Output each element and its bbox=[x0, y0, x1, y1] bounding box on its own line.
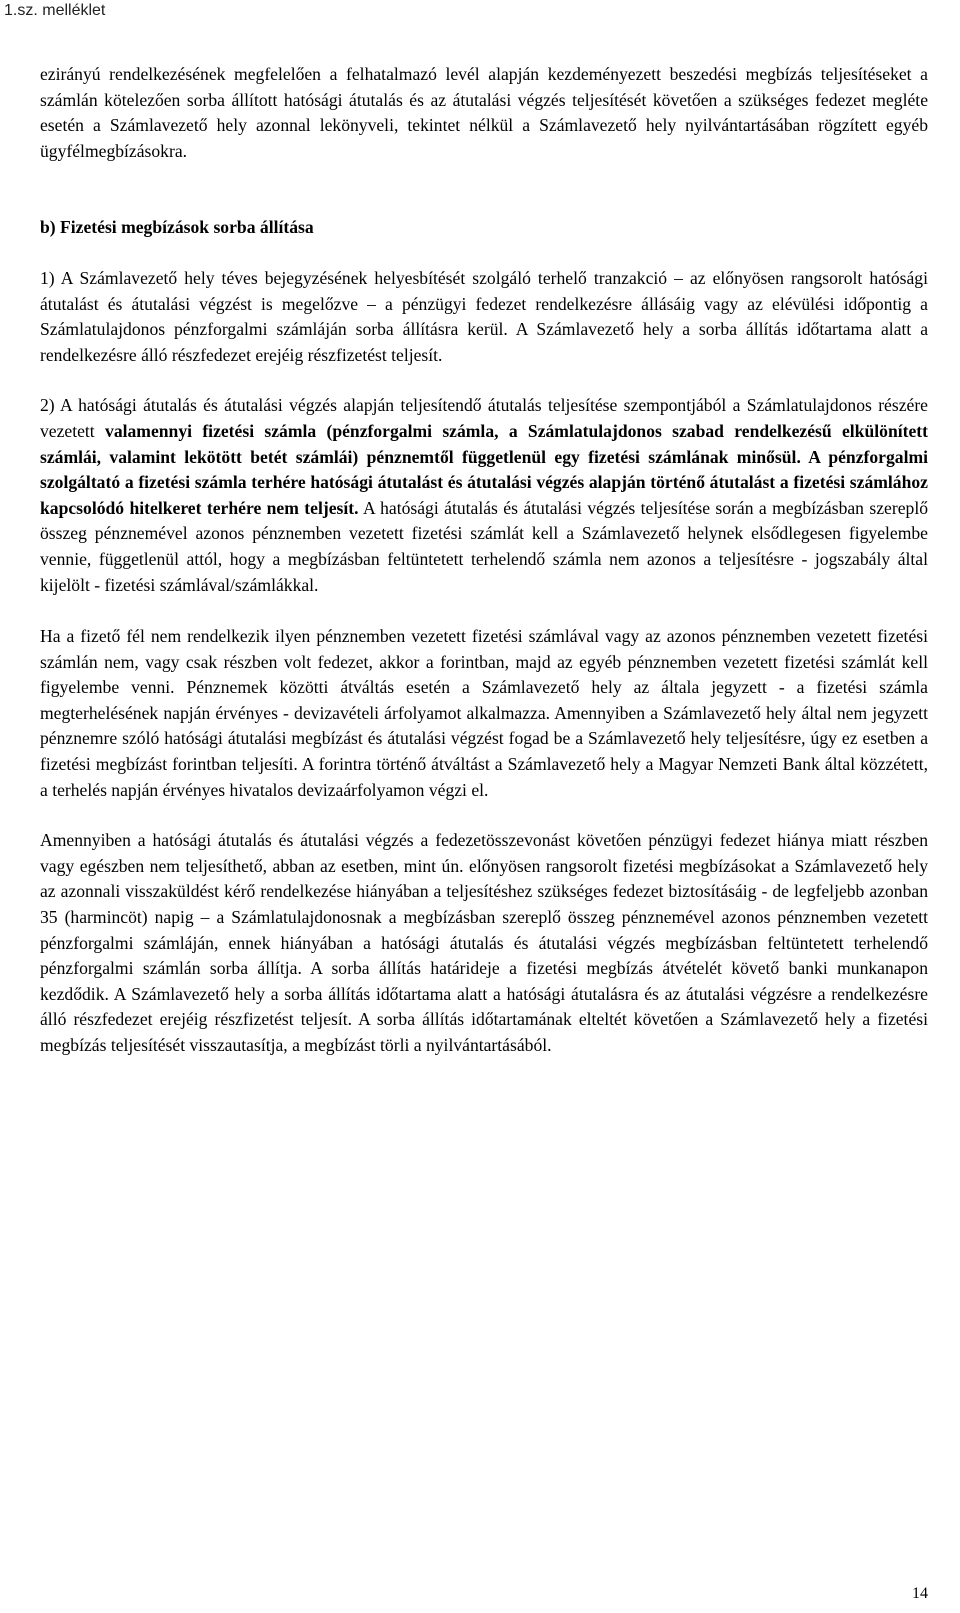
spacer bbox=[40, 164, 928, 215]
currency-paragraph: Ha a fizető fél nem rendelkezik ilyen pénznemben vezetett fizetési számlával vagy az azonos pénznemben vezetett fizetési számlán nem, vagy csak részben volt fedezet, akkor a forintban, majd az egyéb pénznemben vezetett fizetési számlát kell figyelembe venni. Pénznemek közötti átváltás esetén a Számlavezető hely az általa jegyzett - a fizetési számla megterhelésének napján érvényes - devizavételi árfolyamot alkalmazza. Amennyiben a Számlavezető hely által nem jegyzett pénznemre szóló hatósági átutalási megbízást és átutalási végzést fogad be a Számlavezető hely teljesítésre, úgy ez esetben a fizetési megbízást forintban teljesíti. A forintra történő átváltást a Számlavezető hely a Magyar Nemzeti Bank által közzétett, a terhelés napján érvényes hivatalos devizaárfolyamon végzi el. bbox=[40, 626, 928, 800]
item-2-paragraph bbox=[40, 393, 928, 598]
queueing-paragraph: Amennyiben a hatósági átutalás és átutalási végzés a fedezetösszevonást követően pénzügyi fedezet hiánya miatt részben vagy egészben nem teljesíthető, abban az esetben, mint ún. előnyösen rangsorolt fizetési megbízásokat a Számlavezető hely az azonnali visszaküldést kérő rendelkezése hiányában a teljesítéshez szükséges fedezet biztosításáig - de legfeljebb azonban 35 (harmincöt) napig – a Számlatulajdonosnak a megbízásban szereplő összeg pénznemével azonos pénznemben vezetett pénzforgalmi számláján, ennek hiányában a hatósági átutalás és átutalási végzés megbízásban feltüntetett terhelendő pénzforgalmi számlán sorba állítja. A sorba állítás határideje a fizetési megbízás átvételét követő banki munkanapon kezdődik. A Számlavezető hely a sorba állítás időtartama alatt a hatósági átutalásra és az átutalási végzésre a rendelkezésre álló részfedezet erejéig részfizetést teljesít. A sorba állítás időtartamának elteltét követően a Számlavezető hely a fizetési megbízás teljesítését visszautasítja, a megbízást törli a nyilvántartásából. bbox=[40, 830, 928, 1055]
item-2-text-start: 2) A hatósági átutalás és átutalási végzés alapján teljesítendő átutalás teljesítése szempontjából a Számlatulajdonos részére vezetett bbox=[40, 395, 928, 441]
spacer bbox=[40, 368, 928, 393]
spacer bbox=[40, 803, 928, 828]
spacer bbox=[40, 598, 928, 624]
annex-label: 1.sz. melléklet bbox=[4, 2, 106, 19]
section-heading-b: b) Fizetési megbízások sorba állítása bbox=[40, 217, 314, 238]
item-2-bold-text: valamennyi fizetési számla (pénzforgalmi számla, a Számlatulajdonos szabad rendelkezésű elkülönített számlái, valamint lekötött betét számlái) pénznemtől függetlenül egy fizetési számlának minősül. A pénzforgalmi szolgáltató a fizetési számla terhére hatósági átutalást és átutalási végzés alapján történő átutalást a fizetési számlához kapcsolódó hitelkeret terhére nem teljesít. bbox=[40, 420, 928, 518]
item-2-text-end: A hatósági átutalás és átutalási végzés teljesítése során a megbízásban szereplő összeg pénznemével azonos pénznemben vezetett fizetési számlát kell a Számlavezető helynek elsődlegesen figyelembe vennie, függetlenül attól, hogy a megbízásban feltüntetett terhelendő számla nem azonos a teljesítésre - jogszabály által kijelölt - fizetési számlával/számlákkal. bbox=[40, 497, 929, 595]
item-1-paragraph: 1) A Számlavezető hely téves bejegyzésének helyesbítését szolgáló terhelő tranzakció – az előnyösen rangsorolt hatósági átutalást és átutalási végzést is megelőzve – a pénzügyi fedezet rendelkezésre állásáig vagy az elévülési időpontig a Számlatulajdonos pénzforgalmi számláján sorba állításra kerül. A Számlavezető hely a sorba állítás időtartama alatt a rendelkezésre álló részfedezet erejéig részfizetést teljesít. bbox=[40, 267, 928, 365]
page-number: 14 bbox=[912, 1585, 928, 1602]
intro-paragraph: ezirányú rendelkezésének megfelelően a felhatalmazó levél alapján kezdeményezett beszedési megbízás teljesítéseket a számlán kötelezően sorba állított hatósági átutalás és az átutalási végzés teljesítését követően a szükséges fedezet megléte esetén a Számlavezető hely azonnal lekönyveli, tekintet nélkül a Számlavezető hely nyilvántartásában rögzített egyéb ügyfélmegbízásokra. bbox=[40, 64, 928, 161]
document-page bbox=[40, 62, 928, 1059]
spacer bbox=[40, 241, 928, 266]
